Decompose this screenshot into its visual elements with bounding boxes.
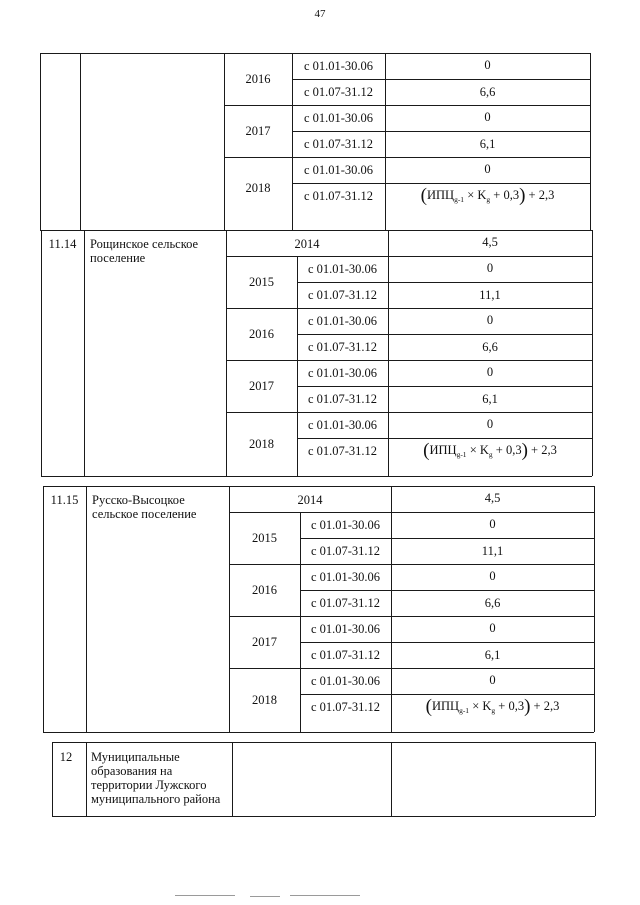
table-rule xyxy=(229,564,594,565)
table-rule xyxy=(41,476,592,477)
formula-cell xyxy=(388,440,592,462)
value-cell: 6,6 xyxy=(482,340,498,354)
year-cell: 2017 xyxy=(249,379,274,393)
period-cell: с 01.01-30.06 xyxy=(310,570,381,584)
table-rule xyxy=(43,732,594,733)
value-cell: 6,6 xyxy=(479,85,496,99)
period-cell: с 01.07-31.12 xyxy=(303,85,374,99)
table-rule xyxy=(292,53,293,230)
table-rule xyxy=(226,308,592,309)
table-rule xyxy=(300,512,301,732)
table-rule xyxy=(594,486,595,732)
table-rule xyxy=(52,816,595,817)
period-cell: с 01.01-30.06 xyxy=(307,418,378,432)
table-rule xyxy=(226,412,592,413)
period-cell: с 01.01-30.06 xyxy=(310,622,381,636)
value-cell: 0 xyxy=(489,517,496,531)
table-rule xyxy=(226,230,227,476)
year-cell: 2018 xyxy=(252,693,277,707)
table-rule xyxy=(224,53,225,230)
period-cell: с 01.07-31.12 xyxy=(307,288,378,302)
scan-artifact xyxy=(175,895,235,896)
value-cell: 11,1 xyxy=(479,288,501,302)
year-cell: 2017 xyxy=(252,635,277,649)
table-rule xyxy=(86,742,87,816)
settlement-name: Русско-Высоцкое сельское поселение xyxy=(92,493,197,521)
period-cell: с 01.07-31.12 xyxy=(303,137,374,151)
municipality-name: Муниципальные образования на территории Лужского муниципального района xyxy=(91,750,221,806)
table-rule xyxy=(224,157,590,158)
table-rule xyxy=(292,183,590,184)
period-cell: с 01.07-31.12 xyxy=(310,700,381,714)
table-rule xyxy=(41,230,592,231)
year-cell: 2016 xyxy=(249,327,274,341)
table-rule xyxy=(300,590,594,591)
year-cell: 2018 xyxy=(245,181,271,195)
period-cell: с 01.01-30.06 xyxy=(307,262,378,276)
table-rule xyxy=(229,668,594,669)
table-rule xyxy=(292,79,590,80)
table-rule xyxy=(84,230,85,476)
value-cell: 4,5 xyxy=(482,235,498,249)
period-cell: с 01.01-30.06 xyxy=(310,518,381,532)
year-cell: 2016 xyxy=(245,72,271,86)
table-rule xyxy=(292,131,590,132)
table-rule xyxy=(41,230,42,476)
table-rule xyxy=(229,616,594,617)
row-number: 12 xyxy=(59,750,73,764)
scan-artifact xyxy=(250,896,280,897)
table-rule xyxy=(297,282,592,283)
formula-cell xyxy=(391,696,594,718)
value-cell: 0 xyxy=(484,110,491,124)
table-rule xyxy=(297,256,298,476)
year-cell: 2018 xyxy=(249,437,274,451)
period-cell: с 01.07-31.12 xyxy=(307,340,378,354)
table-rule xyxy=(300,642,594,643)
table-rule xyxy=(385,53,386,230)
table-rule xyxy=(229,486,230,732)
period-cell: с 01.01-30.06 xyxy=(303,59,374,73)
value-cell: 0 xyxy=(486,365,494,379)
table-rule xyxy=(229,512,594,513)
year-cell: 2015 xyxy=(252,531,277,545)
value-cell: 11,1 xyxy=(481,544,504,558)
value-cell: 6,1 xyxy=(479,137,496,151)
table-rule xyxy=(52,742,595,743)
year-cell: 2014 xyxy=(297,493,323,507)
period-cell: с 01.01-30.06 xyxy=(307,314,378,328)
period-cell: с 01.07-31.12 xyxy=(310,596,381,610)
value-cell: 0 xyxy=(484,58,491,72)
table-rule xyxy=(232,742,233,816)
table-rule xyxy=(391,742,392,816)
value-cell: 0 xyxy=(486,313,494,327)
formula: $(ИПЦ_{g-1} \times K_g + 0,3) + 2,3$ xyxy=(420,185,555,206)
value-cell: 0 xyxy=(486,417,494,431)
table-rule xyxy=(388,230,389,476)
value-cell: 0 xyxy=(489,673,496,687)
table-rule xyxy=(40,53,41,230)
year-cell: 2016 xyxy=(252,583,277,597)
table-rule xyxy=(226,360,592,361)
table-rule xyxy=(43,486,594,487)
table-rule xyxy=(391,486,392,732)
row-number: 11.15 xyxy=(50,493,79,507)
page-number: 47 xyxy=(314,8,326,20)
formula: $(ИПЦ_{g-1} \times K_g + 0,3) + 2,3$ xyxy=(425,696,560,717)
table-rule xyxy=(297,334,592,335)
row-number: 11.14 xyxy=(48,237,77,251)
formula-cell xyxy=(385,185,590,207)
period-cell: с 01.07-31.12 xyxy=(303,189,374,203)
value-cell: 0 xyxy=(486,261,494,275)
table-rule xyxy=(595,742,596,816)
table-rule xyxy=(300,538,594,539)
table-rule xyxy=(590,53,591,230)
value-cell: 0 xyxy=(489,569,496,583)
value-cell: 4,5 xyxy=(484,491,501,505)
period-cell: с 01.01-30.06 xyxy=(303,163,374,177)
period-cell: с 01.01-30.06 xyxy=(310,674,381,688)
period-cell: с 01.01-30.06 xyxy=(303,111,374,125)
value-cell: 0 xyxy=(484,162,491,176)
table-rule xyxy=(592,230,593,476)
table-rule xyxy=(297,386,592,387)
period-cell: с 01.07-31.12 xyxy=(310,544,381,558)
formula: $(ИПЦ_{g-1} \times K_g + 0,3) + 2,3$ xyxy=(423,440,557,461)
value-cell: 0 xyxy=(489,621,496,635)
table-rule xyxy=(86,486,87,732)
table-rule xyxy=(226,256,592,257)
year-cell: 2015 xyxy=(249,275,274,289)
table-rule xyxy=(300,694,594,695)
year-cell: 2014 xyxy=(294,237,320,251)
value-cell: 6,1 xyxy=(484,648,501,662)
period-cell: с 01.07-31.12 xyxy=(307,444,378,458)
settlement-name: Рощинское сельское поселение xyxy=(90,237,199,265)
period-cell: с 01.07-31.12 xyxy=(307,392,378,406)
table-rule xyxy=(43,486,44,732)
table-rule xyxy=(224,105,590,106)
table-rule xyxy=(80,53,81,230)
value-cell: 6,1 xyxy=(482,392,498,406)
table-rule xyxy=(297,438,592,439)
scan-artifact xyxy=(290,895,360,896)
period-cell: с 01.07-31.12 xyxy=(310,648,381,662)
value-cell: 6,6 xyxy=(484,596,501,610)
period-cell: с 01.01-30.06 xyxy=(307,366,378,380)
year-cell: 2017 xyxy=(245,124,271,138)
table-rule xyxy=(224,53,590,54)
